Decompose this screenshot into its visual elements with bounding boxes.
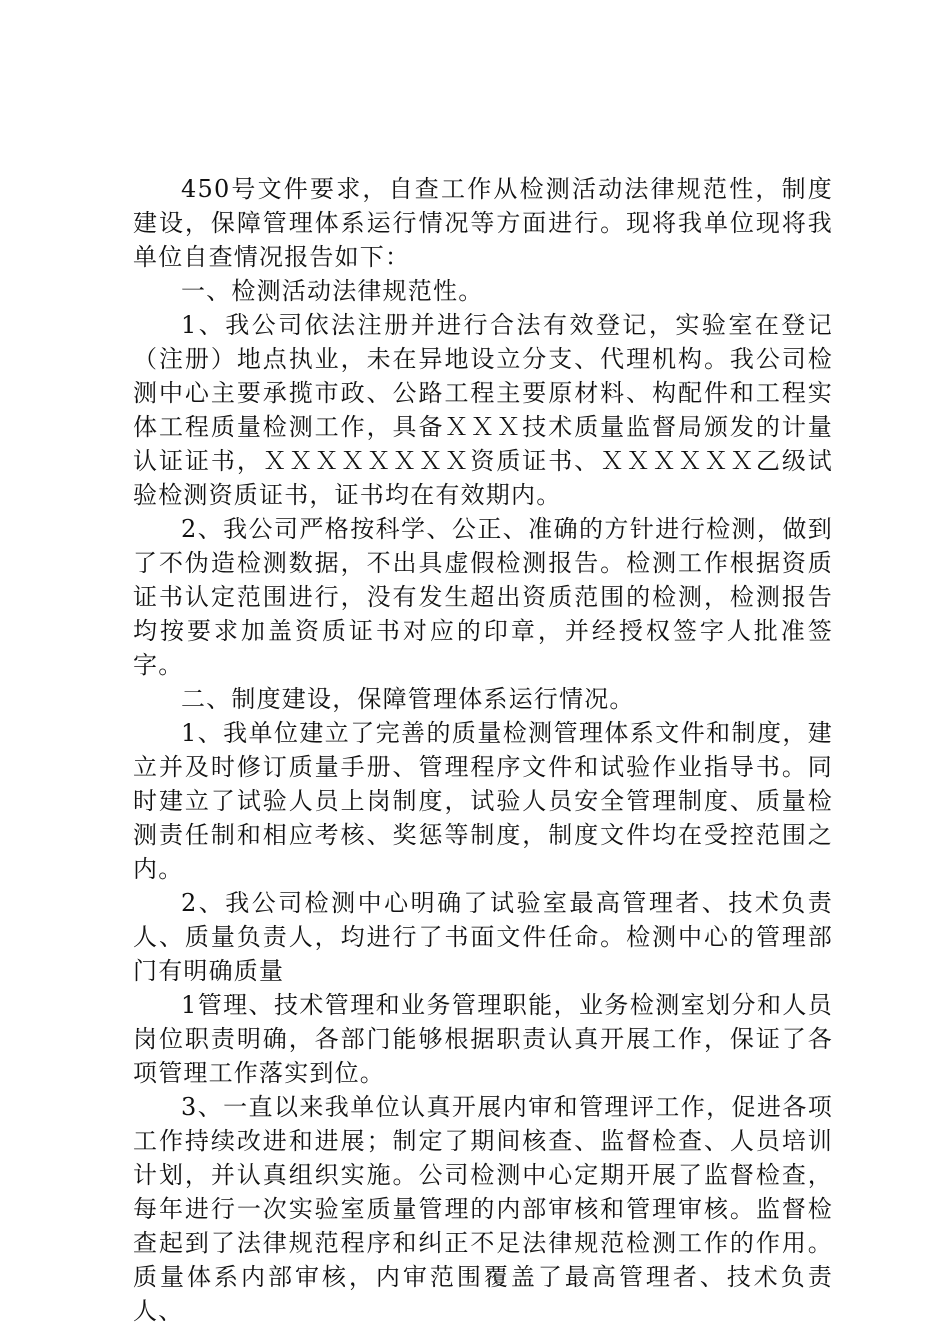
section-heading-system-operation: 二、制度建设，保障管理体系运行情况。 (181, 685, 635, 713)
paragraph-testing-principles: 2、我公司严格按科学、公正、准确的方针进行检测，做到了不伪造检测数据，不出具虚假检测报告。检测工作根据资质证书认定范围进行，没有发生超出资质范围的检测，检测报告均按要求加盖资质证书对应的印章，并经授权签字人批准签字。 (133, 515, 833, 679)
paragraph-management-functions: 1管理、技术管理和业务管理职能，业务检测室划分和人员岗位职责明确，各部门能够根据职责认真开展工作，保证了各项管理工作落实到位。 (133, 991, 833, 1087)
section-heading-legal-compliance: 一、检测活动法律规范性。 (181, 277, 484, 305)
paragraph-management-system: 1、我单位建立了完善的质量检测管理体系文件和制度，建立并及时修订质量手册、管理程序文件和试验作业指导书。同时建立了试验人员上岗制度，试验人员安全管理制度、质量检测责任制和相应考核、奖惩等制度，制度文件均在受控范围之内。 (133, 719, 833, 883)
paragraph-intro: 450号文件要求，自查工作从检测活动法律规范性，制度建设，保障管理体系运行情况等方面进行。现将我单位现将我单位自查情况报告如下： (133, 175, 833, 271)
paragraph-responsibilities: 2、我公司检测中心明确了试验室最高管理者、技术负责人、质量负责人，均进行了书面文件任命。检测中心的管理部门有明确质量 (133, 889, 833, 985)
paragraph-internal-audit: 3、一直以来我单位认真开展内审和管理评工作，促进各项工作持续改进和进展；制定了期间核查、监督检查、人员培训计划，并认真组织实施。公司检测中心定期开展了监督检查，每年进行一次实验室质量管理的内部审核和管理审核。监督检查起到了法律规范程序和纠正不足法律规范检测工作的作用。质量体系内部审核，内审范围覆盖了最高管理者、技术负责人、 (133, 1093, 833, 1325)
paragraph-registration: 1、我公司依法注册并进行合法有效登记，实验室在登记（注册）地点执业，未在异地设立分支、代理机构。我公司检测中心主要承揽市政、公路工程主要原材料、构配件和工程实体工程质量检测工作，具备ＸＸＸ技术质量监督局颁发的计量认证证书，ＸＸＸＸＸＸＸＸ资质证书、ＸＸＸＸＸＸ乙级试验检测资质证书，证书均在有效期内。 (133, 311, 833, 509)
document-body (133, 172, 833, 1328)
